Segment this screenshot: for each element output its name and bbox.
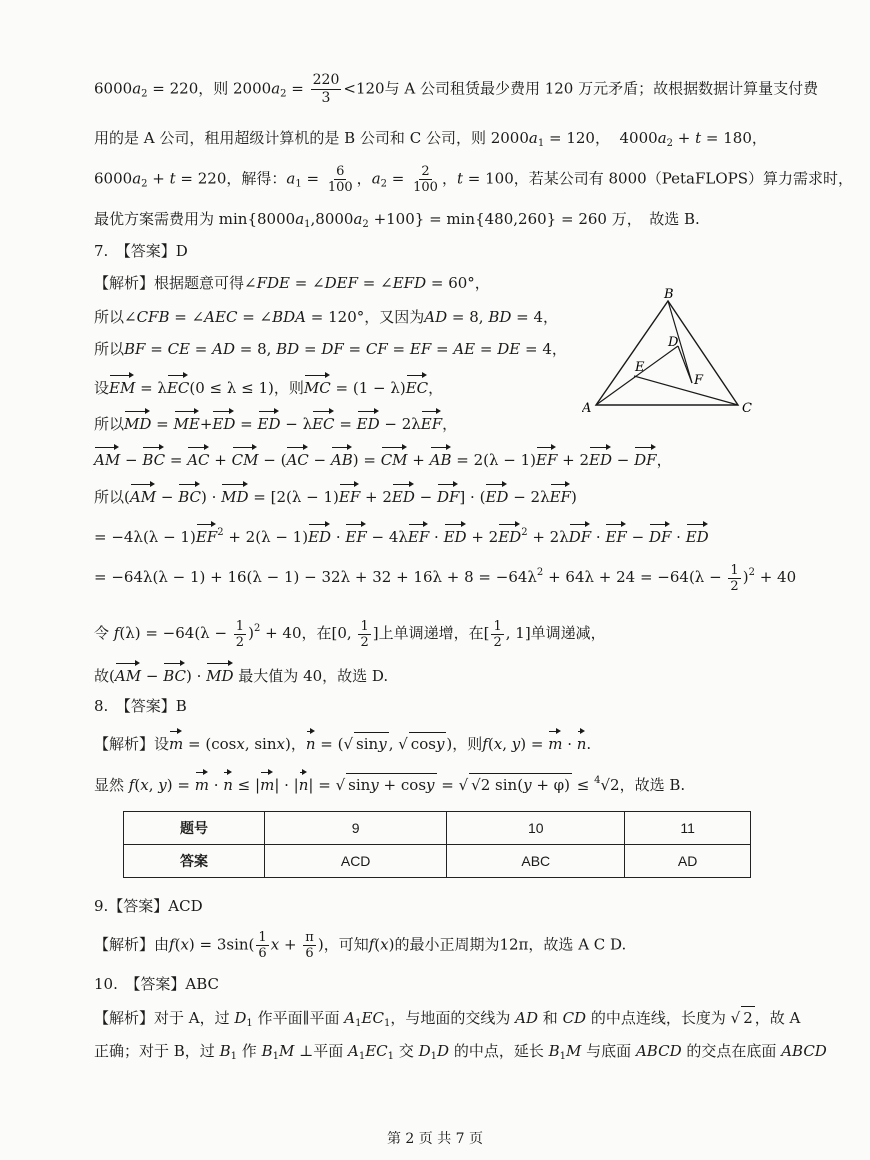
- segment-ec: [634, 376, 738, 405]
- table-cell: ABC: [447, 845, 625, 878]
- q7-line-md: 所以MD = ME+ED = ED − λEC = ED − 2λEF，: [94, 410, 457, 435]
- q7-line-angles: 所以∠CFB = ∠AEC = ∠BDA = 120°，又因为AD = 8, BD = 4，: [94, 308, 559, 326]
- table-header-cell: 题号: [124, 812, 265, 845]
- table-cell: 11: [625, 812, 751, 845]
- q8-jiexi: 【解析】设m = (cosx, sinx)，n = (√ siny , √ cosy )，则f(x, y) = m · n.: [94, 730, 591, 755]
- label-f: F: [694, 373, 704, 388]
- q6-line-4: 最优方案需费用为 $\min\{8000a_1,8000a_2 +100\} = \min\{480,260\} = 260$ 万， 故选 B.: [94, 210, 700, 230]
- table-cell: AD: [625, 845, 751, 878]
- segment-df: [678, 346, 692, 383]
- answer-table: [123, 811, 751, 878]
- q7-answer: 7. 【答案】D: [94, 242, 188, 260]
- q10-line-1: 【解析】对于 A，过 $D_1$ 作平面∥平面 $A_1EC_1$，与地面的交线为 AD 和 CD 的中点连线，长度为 √ 2 ，故 A: [94, 1006, 800, 1035]
- table-row: [124, 845, 751, 878]
- q7-line-am-bc: AM − BC = AC + CM − (AC − AB) = CM + AB = 2(λ − 1)EF + 2ED − DF，: [94, 446, 672, 471]
- q7-line-product: 所以(AM − BC) · MD = [2(λ − 1)EF + 2ED − DF] · (ED − 2λEF): [94, 483, 577, 508]
- label-e: E: [635, 360, 645, 375]
- triangle-figure: [582, 284, 772, 424]
- segment-ad: [596, 346, 678, 405]
- q9-jiexi: 【解析】由f(x) = 3sin( $\frac{1}{6}$ x + $\frac{\pi}{6}$ )，可知f(x)的最小正周期为12π，故选 A C D.: [94, 930, 627, 961]
- q7-line-let: 设EM = λEC(0 ≤ λ ≤ 1)，则MC = (1 − λ)EC，: [94, 374, 443, 399]
- q6-line-3: $6000a_2 + t = 220$，解得：$a_1$ = $\frac{6}{100}$ ，$a_2$ = $\frac{2}{100}$ ，t = 100，若某公司有 8000（PetaFLOPS）算力需求时，: [94, 164, 853, 195]
- table-row: [124, 812, 751, 845]
- q6-line-2: 用的是 A 公司，租用超级计算机的是 B 公司和 C 公司，则 $2000a_1 = 120$， $4000a_2 + t = 180$，: [94, 129, 767, 149]
- page-footer: 第 2 页 共 7 页: [386, 1131, 484, 1147]
- label-b: B: [664, 287, 674, 302]
- label-a: A: [582, 401, 592, 416]
- q7-line-simplify: = $-64\lambda(\lambda - 1) + 16(\lambda - 1) - 32\lambda + 32 + 16\lambda + 8 = -64\lambda^2 + 64\lambda + 24 = -64(\lambda$ − $\frac{1}{2}$ )$^2$ + 40: [94, 562, 797, 594]
- q8-answer: 8. 【答案】B: [94, 697, 187, 715]
- table-cell: 9: [265, 812, 447, 845]
- q10-line-2: 正确；对于 B，过 $B_1$ 作 $B_1M$ ⊥平面 $A_1EC_1$ 交 $D_1D$ 的中点，延长 $B_1M$ 与底面 ABCD 的交点在底面 ABCD: [94, 1042, 827, 1062]
- q7-line-lengths: 所以BF = CE = AD = 8, BD = DF = CF = EF = AE = DE = 4，: [94, 340, 567, 358]
- q10-answer: 10. 【答案】ABC: [94, 975, 219, 993]
- table-header-cell: 答案: [124, 845, 265, 878]
- q7-line-f: 令 f(λ) = −64(λ − $\frac{1}{2}$ )$^2$ + 40，在[0, $\frac{1}{2}$ ]上单调递增，在[ $\frac{1}{2}$ , 1]单调递减，: [94, 618, 606, 650]
- q7-jiexi: 【解析】根据题意可得∠FDE = ∠DEF = ∠EFD = 60°，: [94, 274, 490, 292]
- q7-line-expand: = $-4\lambda(\lambda - 1)EF^2 + 2(\lambda - 1)ED$ · EF − 4λEF · ED + $2ED^2 + 2\lambda DF$ · EF − DF · ED: [94, 522, 709, 548]
- q9-answer: 9.【答案】ACD: [94, 897, 203, 915]
- table-cell: ACD: [265, 845, 447, 878]
- label-c: C: [742, 401, 752, 416]
- label-d: D: [668, 335, 679, 350]
- q6-line-1: $6000a_2 = 220$，则 $2000a_2$ = $\frac{220}{3}$ <120与 A 公司租赁最少费用 120 万元矛盾；故根据数据计算量支付费: [94, 72, 819, 106]
- q8-line-obvious: 显然 f(x, y) = m · n ≤ |m| · |n| = √ siny + cosy = √ √2 sin(y + φ) ≤ $^4$√2，故选 B.: [94, 770, 685, 796]
- table-cell: 10: [447, 812, 625, 845]
- q7-conclusion: 故(AM − BC) · MD 最大值为 40，故选 D.: [94, 662, 388, 687]
